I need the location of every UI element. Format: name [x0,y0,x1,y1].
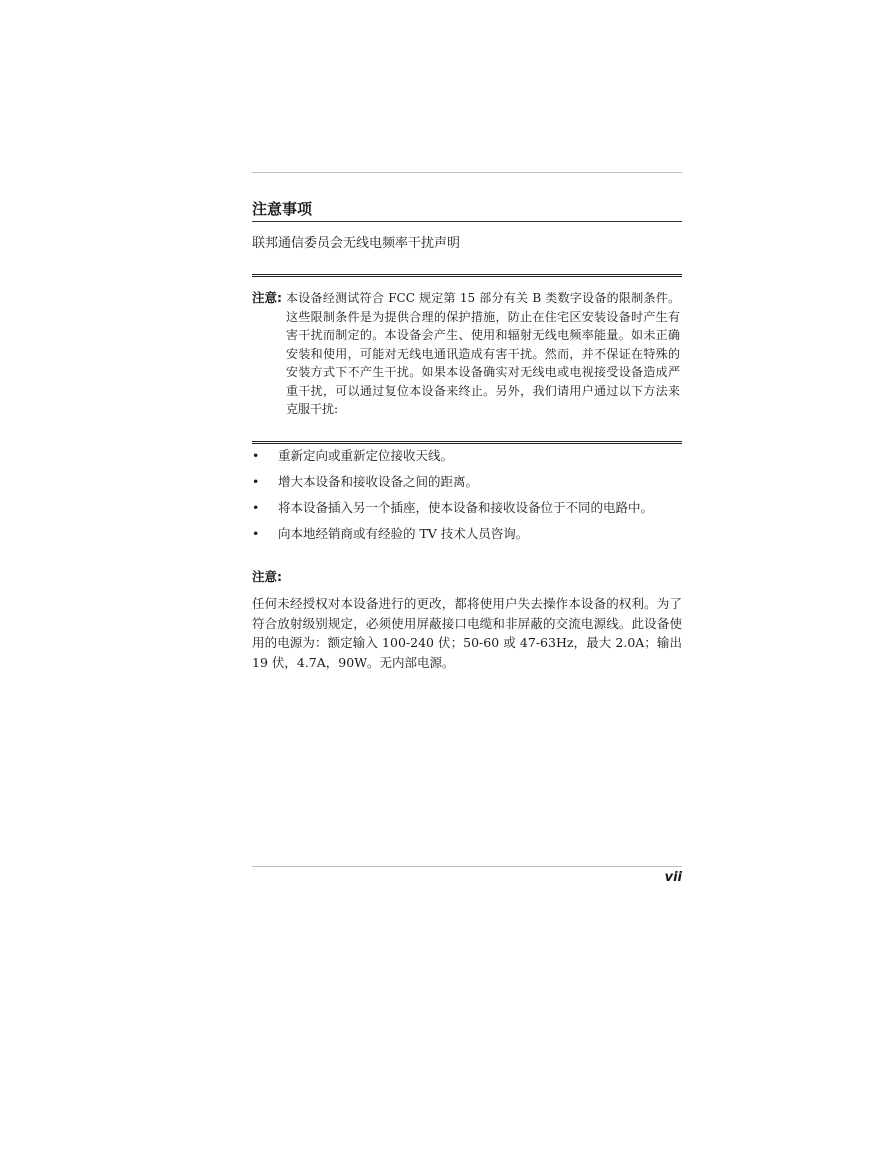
list-item: • 重新定向或重新定位接收天线。 [252,446,682,465]
footer-rule [252,866,682,867]
fcc-note-box [252,274,682,444]
note-text: 本设备经测试符合 FCC 规定第 15 部分有关 B 类数字设备的限制条件。这些限制条件是为提供合理的保护措施，防止在住宅区安装设备时产生有害干扰而制定的。本设备会产生、使用和辐射无线电频率能量。如未正确安装和使用，可能对无线电通讯造成有害干扰。然而，并不保证在特殊的安装方式下不产生干扰。如果本设备确实对无线电或电视接受设备造成严重干扰，可以通过复位本设备来终止。另外，我们请用户通过以下方法来克服干扰: [286,291,680,416]
list-item: • 向本地经销商或有经验的 TV 技术人员咨询。 [252,524,682,543]
note2-label: 注意: [252,569,282,584]
measures-list [252,446,682,550]
page-number: vii [664,870,682,885]
note-label: 注意: [252,290,282,305]
header-rule [252,172,682,173]
document-page [252,0,682,1155]
list-item: • 增大本设备和接收设备之间的距离。 [252,472,682,491]
section-title: 注意事项 [252,198,682,222]
section-subtitle: 联邦通信委员会无线电频率干扰声明 [252,236,461,251]
list-item: • 将本设备插入另一个插座，使本设备和接收设备位于不同的电路中。 [252,498,682,517]
note2-paragraph: 任何未经授权对本设备进行的更改，都将使用户失去操作本设备的权利。为了符合放射级别规定，必须使用屏蔽接口电缆和非屏蔽的交流电源线。此设备使用的电源为：额定输入 100-240 伏；50-60 或 47-63Hz，最大 2.0A；输出 19 伏，4.7A，90W。无内部电源。 [252,596,682,670]
